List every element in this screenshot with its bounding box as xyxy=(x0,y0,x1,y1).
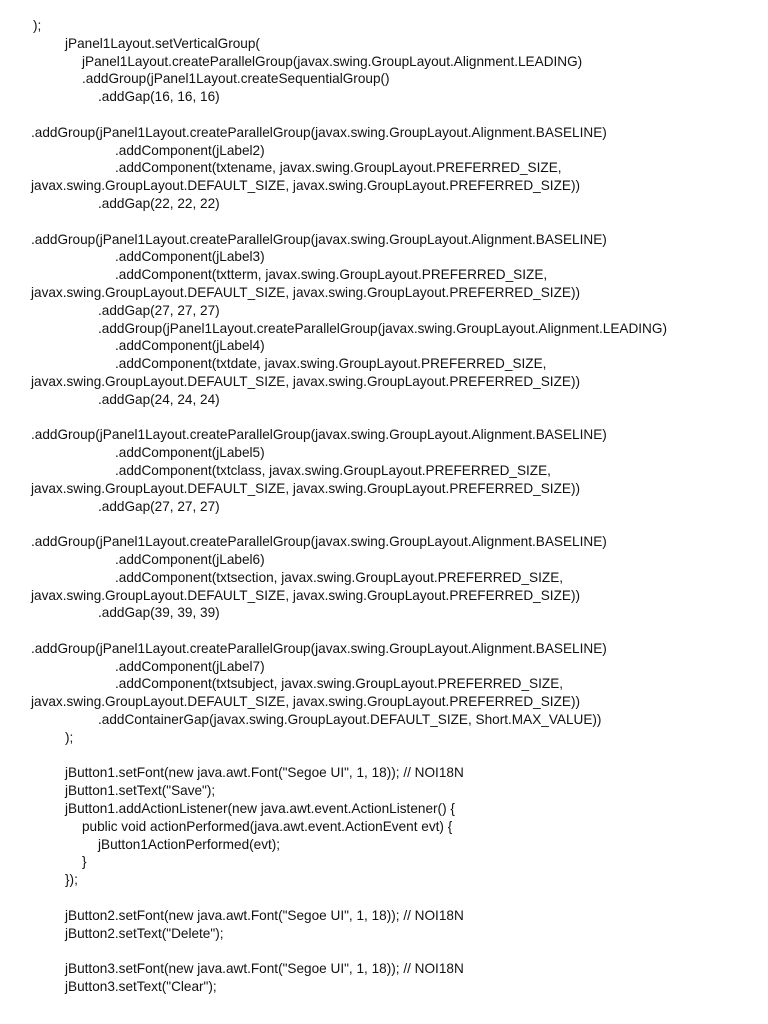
blank-line xyxy=(0,106,768,124)
code-line: .addComponent(txtclass, javax.swing.GroupLayout.PREFERRED_SIZE, xyxy=(115,462,551,478)
code-line: jButton1ActionPerformed(evt); xyxy=(98,836,281,852)
blank-line xyxy=(0,889,768,907)
blank-line xyxy=(0,213,768,231)
code-line: .addComponent(jLabel3) xyxy=(115,249,265,265)
code-line: .addGroup(jPanel1Layout.createParallelGroup(javax.swing.GroupLayout.Alignment.BASELINE) xyxy=(31,231,607,247)
code-line: jButton3.setFont(new java.awt.Font("Segoe UI", 1, 18)); // NOI18N xyxy=(65,961,464,977)
code-line: .addGap(22, 22, 22) xyxy=(98,195,220,211)
code-line: .addGap(39, 39, 39) xyxy=(98,605,220,621)
code-line: .addGap(16, 16, 16) xyxy=(98,89,220,105)
code-line: javax.swing.GroupLayout.DEFAULT_SIZE, javax.swing.GroupLayout.PREFERRED_SIZE)) xyxy=(31,373,580,389)
code-line: javax.swing.GroupLayout.DEFAULT_SIZE, javax.swing.GroupLayout.PREFERRED_SIZE)) xyxy=(31,178,580,194)
code-line: .addComponent(txtsubject, javax.swing.GroupLayout.PREFERRED_SIZE, xyxy=(115,676,564,692)
code-line: jButton2.setText("Delete"); xyxy=(65,925,224,941)
code-line: javax.swing.GroupLayout.DEFAULT_SIZE, javax.swing.GroupLayout.PREFERRED_SIZE)) xyxy=(31,284,580,300)
code-line: .addComponent(txtename, javax.swing.GroupLayout.PREFERRED_SIZE, xyxy=(115,160,562,176)
code-line: .addComponent(txtdate, javax.swing.GroupLayout.PREFERRED_SIZE, xyxy=(115,356,547,372)
blank-line xyxy=(0,622,768,640)
code-line: javax.swing.GroupLayout.DEFAULT_SIZE, javax.swing.GroupLayout.PREFERRED_SIZE)) xyxy=(31,480,580,496)
code-line: .addComponent(jLabel6) xyxy=(115,551,265,567)
code-line: .addComponent(txtsection, javax.swing.GroupLayout.PREFERRED_SIZE, xyxy=(115,569,564,585)
code-line: ); xyxy=(65,729,74,745)
code-line: .addGroup(jPanel1Layout.createParallelGroup(javax.swing.GroupLayout.Alignment.BASELINE) xyxy=(31,640,607,656)
code-line: javax.swing.GroupLayout.DEFAULT_SIZE, javax.swing.GroupLayout.PREFERRED_SIZE)) xyxy=(31,694,580,710)
code-line: jButton2.setFont(new java.awt.Font("Segoe UI", 1, 18)); // NOI18N xyxy=(65,907,464,923)
code-line: .addComponent(txtterm, javax.swing.GroupLayout.PREFERRED_SIZE, xyxy=(115,267,548,283)
code-line: .addComponent(jLabel4) xyxy=(115,338,265,354)
code-line: jButton1.setText("Save"); xyxy=(65,783,216,799)
code-line: .addContainerGap(javax.swing.GroupLayout.DEFAULT_SIZE, Short.MAX_VALUE)) xyxy=(98,712,602,728)
code-line: .addGap(27, 27, 27) xyxy=(98,498,220,514)
code-line: } xyxy=(82,854,87,870)
code-line: }); xyxy=(65,872,78,888)
code-line: jButton3.setText("Clear"); xyxy=(65,979,217,995)
code-line: public void actionPerformed(java.awt.event.ActionEvent evt) { xyxy=(82,818,453,834)
code-line: .addGap(24, 24, 24) xyxy=(98,391,220,407)
blank-line xyxy=(0,942,768,960)
code-line: jPanel1Layout.setVerticalGroup( xyxy=(65,35,260,51)
code-line: .addComponent(jLabel7) xyxy=(115,658,265,674)
code-line: javax.swing.GroupLayout.DEFAULT_SIZE, javax.swing.GroupLayout.PREFERRED_SIZE)) xyxy=(31,587,580,603)
code-line: .addGroup(jPanel1Layout.createParallelGroup(javax.swing.GroupLayout.Alignment.LEADING) xyxy=(98,320,667,336)
code-line: .addGroup(jPanel1Layout.createSequentialGroup() xyxy=(82,71,390,87)
code-listing xyxy=(0,17,768,996)
code-line: jPanel1Layout.createParallelGroup(javax.swing.GroupLayout.Alignment.LEADING) xyxy=(82,53,583,69)
code-line: .addGap(27, 27, 27) xyxy=(98,302,220,318)
code-line: jButton1.setFont(new java.awt.Font("Segoe UI", 1, 18)); // NOI18N xyxy=(65,765,464,781)
blank-line xyxy=(0,515,768,533)
code-line: .addGroup(jPanel1Layout.createParallelGroup(javax.swing.GroupLayout.Alignment.BASELINE) xyxy=(31,534,607,550)
code-line: .addComponent(jLabel5) xyxy=(115,445,265,461)
code-line: .addGroup(jPanel1Layout.createParallelGroup(javax.swing.GroupLayout.Alignment.BASELINE) xyxy=(31,427,607,443)
code-line: .addComponent(jLabel2) xyxy=(115,142,265,158)
blank-line xyxy=(0,747,768,765)
blank-line xyxy=(0,409,768,427)
code-line: ); xyxy=(33,18,42,33)
code-line: jButton1.addActionListener(new java.awt.event.ActionListener() { xyxy=(65,801,455,817)
code-line: .addGroup(jPanel1Layout.createParallelGroup(javax.swing.GroupLayout.Alignment.BASELINE) xyxy=(31,124,607,140)
